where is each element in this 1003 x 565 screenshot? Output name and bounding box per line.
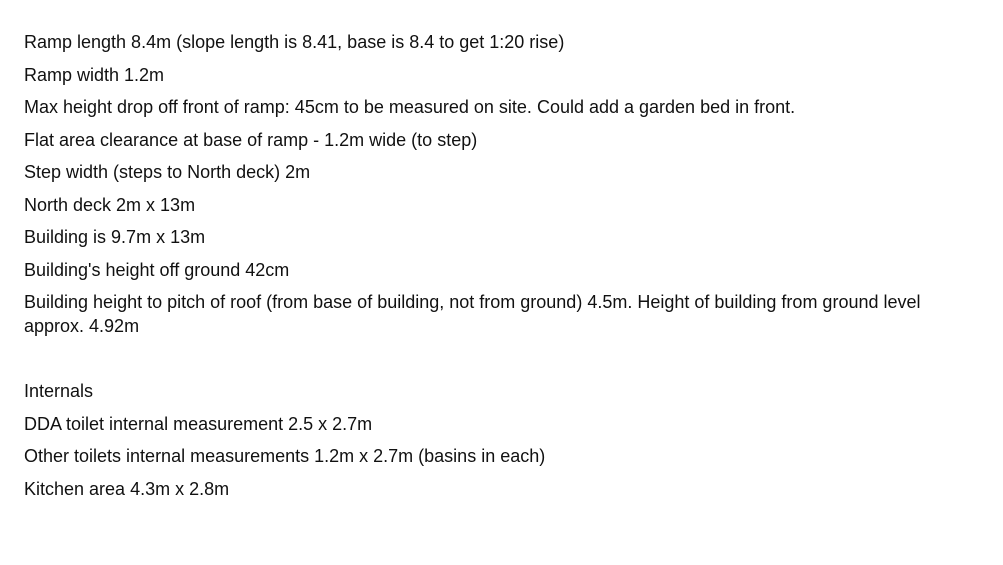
ramp-length-line: Ramp length 8.4m (slope length is 8.41, base is 8.4 to get 1:20 rise) (24, 32, 565, 52)
step-width-line: Step width (steps to North deck) 2m (24, 162, 311, 182)
building-height-off-ground-line: Building's height off ground 42cm (24, 259, 290, 280)
other-toilets-line: Other toilets internal measurements 1.2m x 2.7m (basins in each) (24, 446, 546, 466)
building-roof-height-line: Building height to pitch of roof (from base of building, not from ground) 4.5m. Height of building from ground level approx. 4.92m (24, 292, 921, 336)
kitchen-area-line: Kitchen area 4.3m x 2.8m (24, 478, 230, 499)
dda-toilet-line: DDA toilet internal measurement 2.5 x 2.7m (24, 413, 373, 434)
document-body (24, 30, 964, 509)
internals-heading: Internals (24, 381, 94, 401)
height-drop-line: Max height drop off front of ramp: 45cm to be measured on site. Could add a garden bed in front. (24, 97, 796, 117)
ramp-width-line: Ramp width 1.2m (24, 64, 165, 85)
building-size-line: Building is 9.7m x 13m (24, 227, 206, 247)
flat-area-line: Flat area clearance at base of ramp - 1.2m wide (to step) (24, 129, 478, 150)
north-deck-line: North deck 2m x 13m (24, 194, 196, 215)
blank-line (24, 347, 964, 371)
